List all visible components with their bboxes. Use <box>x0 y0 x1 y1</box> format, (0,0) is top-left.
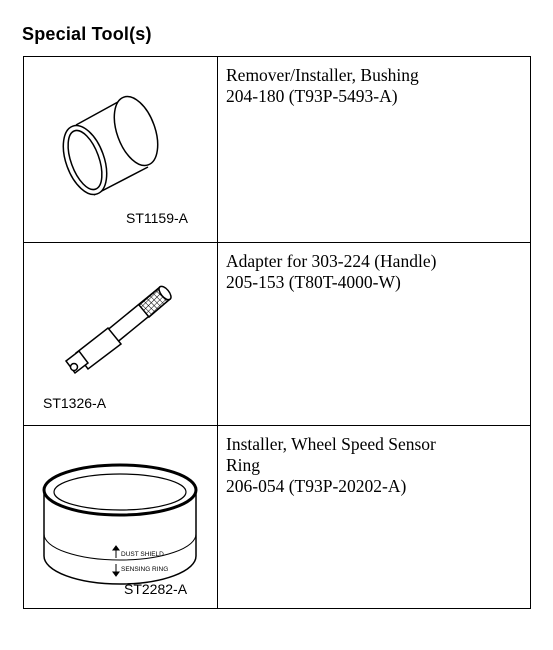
tool-code: ST1159-A <box>126 210 188 226</box>
adapter-tool-illustration <box>24 243 217 425</box>
tool-name-cont: Ring <box>226 455 261 475</box>
tool-number: 204-180 (T93P-5493-A) <box>226 86 398 106</box>
special-tools-table <box>23 56 531 609</box>
bushing-remover-installer-icon <box>24 57 217 243</box>
ring-installer-illustration <box>24 426 217 608</box>
column-divider <box>217 57 218 242</box>
tool-description <box>226 65 516 107</box>
page-title: Special Tool(s) <box>22 24 152 44</box>
tool-description <box>226 251 516 293</box>
bushing-tool-illustration <box>24 57 217 242</box>
ring-label: SENSING RING <box>121 566 169 573</box>
tool-number: 206-054 (T93P-20202-A) <box>226 476 407 496</box>
tool-row <box>24 243 530 426</box>
tool-description <box>226 434 516 497</box>
tool-name: Remover/Installer, Bushing <box>226 65 419 85</box>
column-divider <box>217 243 218 425</box>
tool-name: Adapter for 303-224 (Handle) <box>226 251 437 271</box>
sensor-ring-installer-icon <box>24 426 217 608</box>
tool-number: 205-153 (T80T-4000-W) <box>226 272 401 292</box>
tool-code: ST2282-A <box>124 581 188 597</box>
column-divider <box>217 426 218 608</box>
ring-label: DUST SHIELD <box>121 551 164 558</box>
tool-row <box>24 426 530 608</box>
tool-code: ST1326-A <box>43 395 107 411</box>
tool-row <box>24 57 530 243</box>
tool-name: Installer, Wheel Speed Sensor <box>226 434 436 454</box>
